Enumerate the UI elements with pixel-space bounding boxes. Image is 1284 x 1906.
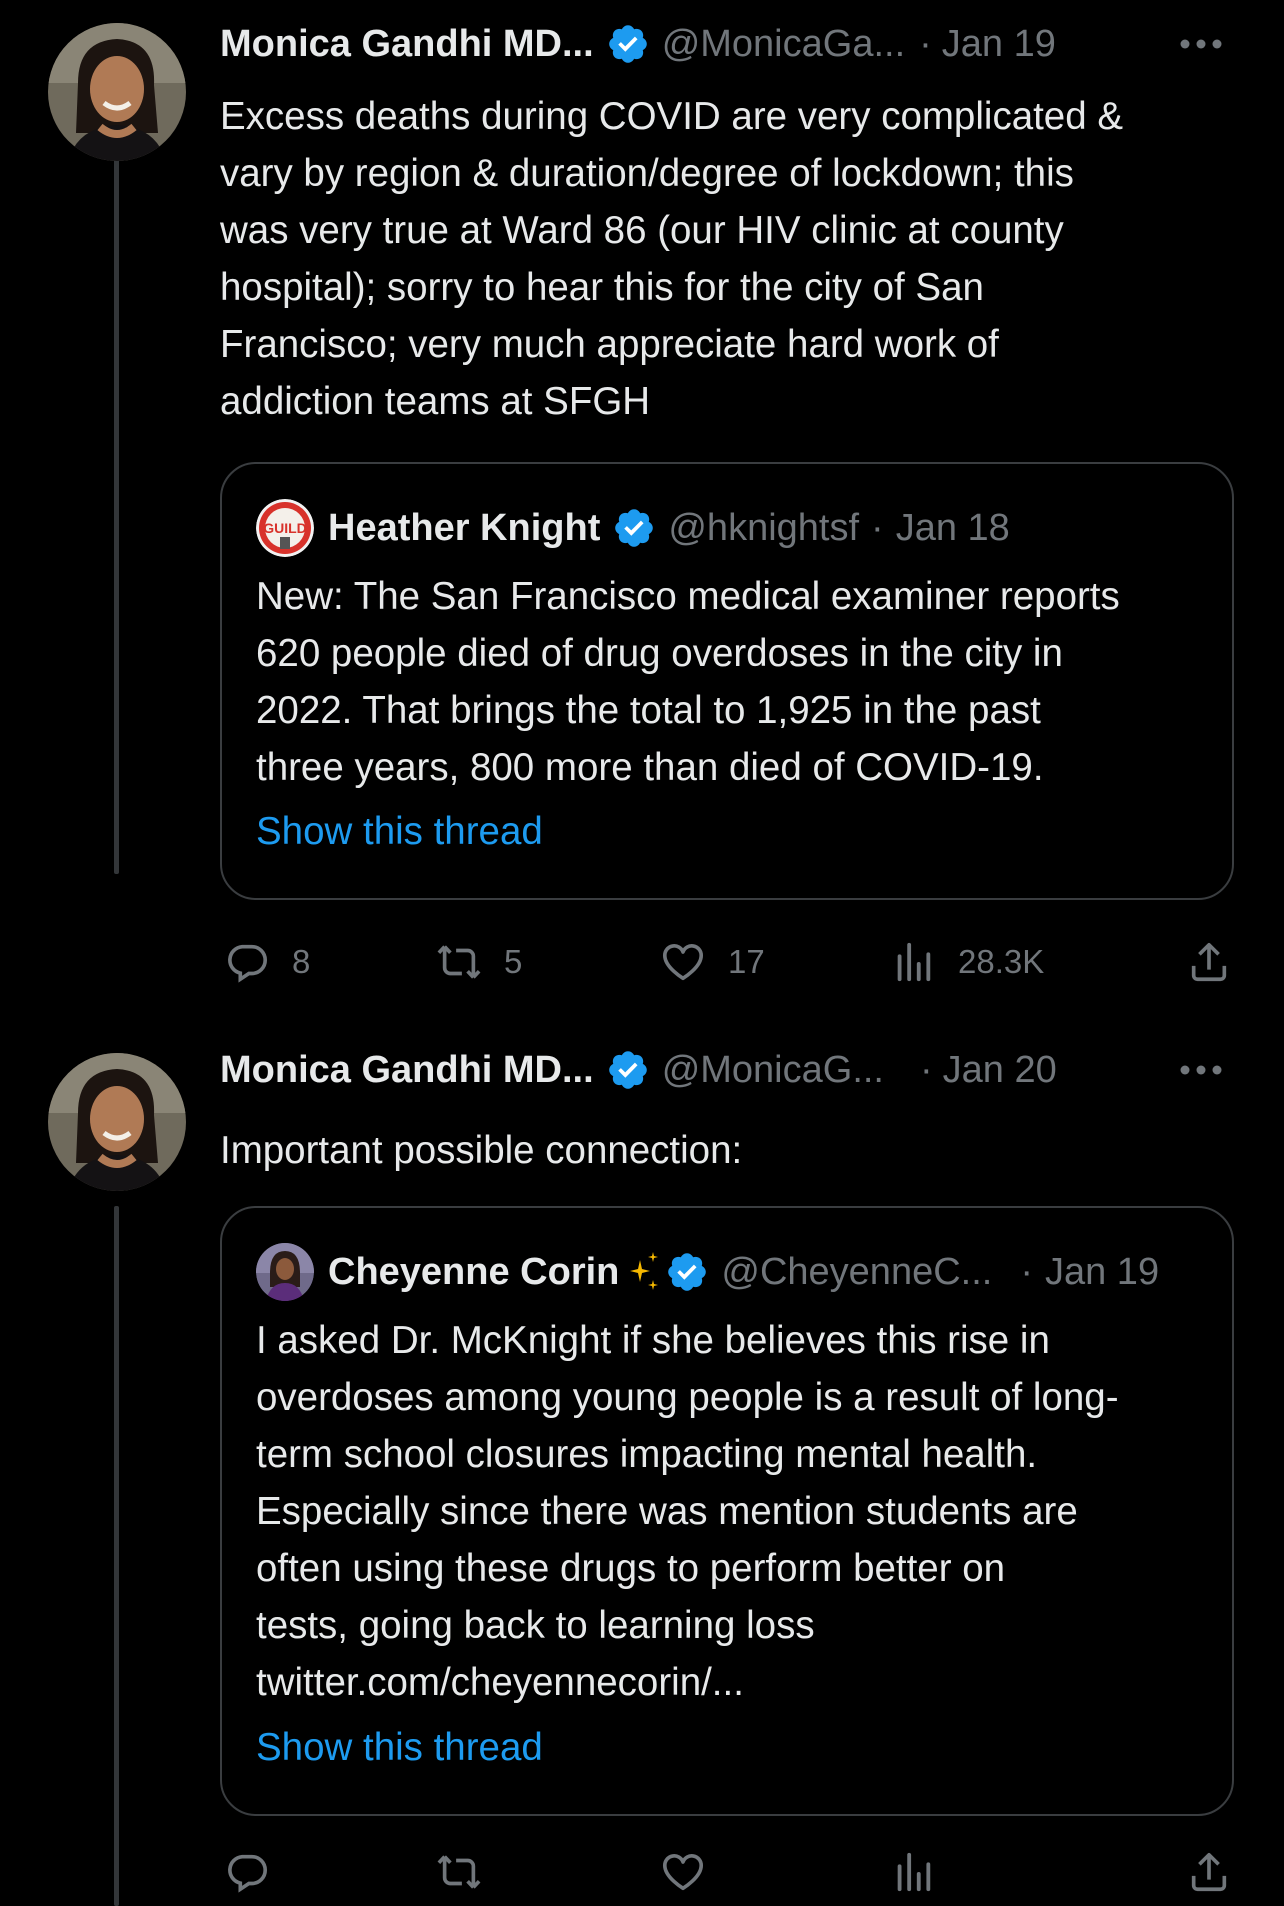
reply-count: 8	[292, 943, 311, 980]
tweet-actions-bar	[220, 932, 1240, 992]
tweet-header	[220, 1040, 1244, 1100]
quoted-author-handle[interactable]: @CheyenneC...	[721, 1250, 993, 1293]
tweet-date[interactable]: Jan 19	[941, 22, 1056, 65]
show-thread-link[interactable]: Show this thread	[256, 810, 543, 853]
tweet-actions-bar-partial	[220, 1842, 1240, 1902]
quoted-tweet-text	[256, 1312, 1202, 1711]
quoted-author-name[interactable]: Heather Knight	[328, 506, 601, 549]
thread-connector-line	[114, 1206, 119, 1906]
quoted-avatar[interactable]	[256, 1243, 314, 1301]
quoted-avatar[interactable]	[256, 499, 314, 557]
separator-dot: ·	[919, 22, 932, 65]
quoted-author-handle[interactable]: @hknightsf	[668, 506, 860, 549]
views-button[interactable]	[890, 932, 1044, 992]
tweet-header	[220, 14, 1244, 74]
reply-icon	[224, 1849, 270, 1895]
verified-badge-icon	[665, 1250, 709, 1294]
quoted-tweet-card[interactable]	[220, 462, 1234, 900]
share-button[interactable]	[1186, 932, 1254, 992]
like-button[interactable]	[660, 1842, 728, 1902]
quoted-tweet-header	[256, 498, 1202, 558]
avatar[interactable]	[48, 23, 186, 161]
quoted-text-line: 620 people died of drug overdoses in the city in	[256, 632, 1063, 675]
share-button[interactable]	[1186, 1842, 1254, 1902]
quoted-text-line: often using these drugs to perform better on	[256, 1547, 1006, 1590]
like-icon	[660, 939, 706, 985]
tweet-text-line: vary by region & duration/degree of lockdown; this	[220, 152, 1074, 195]
views-button[interactable]	[890, 1842, 958, 1902]
share-icon	[1186, 939, 1232, 985]
tweet-2[interactable]	[0, 1030, 1284, 1868]
quoted-text-line: term school closures impacting mental health.	[256, 1433, 1038, 1476]
tweet-date[interactable]: Jan 20	[942, 1048, 1057, 1091]
views-icon	[890, 1849, 936, 1895]
separator-dot: ·	[871, 506, 884, 549]
quoted-tweet-card[interactable]	[220, 1206, 1234, 1816]
retweet-icon	[436, 1849, 482, 1895]
reply-icon	[224, 939, 270, 985]
tweet-text	[220, 1122, 1244, 1179]
thread-connector-line	[114, 146, 119, 874]
retweet-button[interactable]	[436, 932, 522, 992]
show-thread-link[interactable]: Show this thread	[256, 1726, 543, 1769]
quoted-text-line: New: The San Francisco medical examiner reports	[256, 575, 1120, 618]
views-icon	[890, 939, 936, 985]
separator-dot: ·	[920, 1048, 933, 1091]
quoted-text-line: Especially since there was mention students are	[256, 1490, 1078, 1533]
tweet-text-line: addiction teams at SFGH	[220, 380, 651, 423]
quoted-text-line: 2022. That brings the total to 1,925 in the past	[256, 689, 1041, 732]
like-count: 17	[728, 943, 765, 980]
more-options-icon[interactable]	[1176, 1040, 1226, 1100]
retweet-count: 5	[504, 943, 523, 980]
view-count: 28.3K	[958, 943, 1045, 980]
author-handle[interactable]: @MonicaGa...	[661, 22, 906, 65]
quoted-text-line: tests, going back to learning loss	[256, 1604, 815, 1647]
quoted-text-line: I asked Dr. McKnight if she believes this rise in	[256, 1319, 1050, 1362]
tweet-text-line: Excess deaths during COVID are very complicated &	[220, 95, 1124, 138]
tweet-text-line: hospital); sorry to hear this for the city of San	[220, 266, 984, 309]
quoted-tweet-date[interactable]: Jan 18	[895, 506, 1010, 549]
tweet-text	[220, 88, 1244, 430]
quoted-text-line: overdoses among young people is a result of long-	[256, 1376, 1119, 1419]
like-icon	[660, 1849, 706, 1895]
retweet-button[interactable]	[436, 1842, 504, 1902]
author-name[interactable]: Monica Gandhi MD...	[220, 1048, 594, 1091]
verified-badge-icon	[612, 506, 656, 550]
sparkle-emoji-icon	[629, 1250, 661, 1294]
quoted-author-name[interactable]: Cheyenne Corin	[328, 1250, 620, 1293]
quoted-text-line: three years, 800 more than died of COVID-19.	[256, 746, 1044, 789]
reply-button[interactable]	[224, 1842, 292, 1902]
author-name[interactable]: Monica Gandhi MD...	[220, 22, 594, 65]
verified-badge-icon	[606, 22, 650, 66]
more-options-icon[interactable]	[1176, 14, 1226, 74]
verified-badge-icon	[606, 1048, 650, 1092]
author-handle[interactable]: @MonicaG...	[661, 1048, 884, 1091]
svg-text:GUILD: GUILD	[263, 520, 307, 536]
tweet-text-line: Francisco; very much appreciate hard work of	[220, 323, 999, 366]
avatar[interactable]	[48, 1053, 186, 1191]
quoted-tweet-header	[256, 1242, 1202, 1302]
tweet-text-line: Important possible connection:	[220, 1129, 743, 1172]
tweet-text-line: was very true at Ward 86 (our HIV clinic at county	[220, 209, 1064, 252]
quoted-tweet-text	[256, 568, 1202, 796]
reply-button[interactable]	[224, 932, 310, 992]
like-button[interactable]	[660, 932, 765, 992]
separator-dot: ·	[1020, 1250, 1033, 1293]
quoted-text-line: twitter.com/cheyennecorin/...	[256, 1661, 744, 1704]
quoted-tweet-date[interactable]: Jan 19	[1044, 1250, 1160, 1293]
retweet-icon	[436, 939, 482, 985]
share-icon	[1186, 1849, 1232, 1895]
